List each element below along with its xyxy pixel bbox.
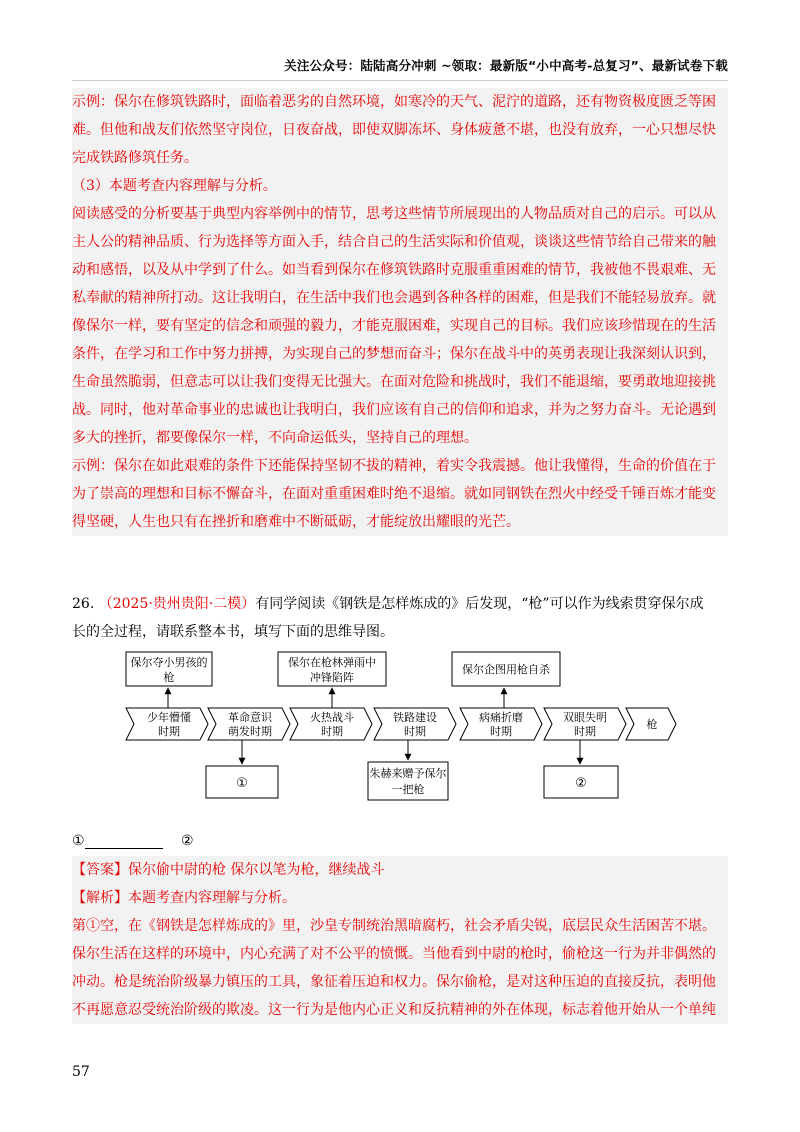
- text-line: 阅读感受的分析要基于典型内容举例中的情节，思考这些情节所展现出的人物品质对自己的启示。可以从: [72, 206, 716, 222]
- mindmap-blank-1: ①: [236, 776, 248, 791]
- mindmap-top-label: 冲锋陷阵: [310, 671, 354, 684]
- mindmap-stage-label: 少年懵懂: [147, 711, 191, 724]
- text-line: 难。但他和战友们依然坚守岗位，日夜奋战，即使双脚冻坏、身体疲惫不堪，也没有放弃，一心只想尽快: [72, 122, 716, 138]
- blank-1-line[interactable]: [85, 834, 163, 849]
- analysis-line: 保尔生活在这样的环境中，内心充满了对不公平的愤慨。当他看到中尉的枪时，偷枪这一行为并非偶然的: [72, 946, 716, 962]
- mindmap-stage-label: 革命意识: [228, 711, 272, 724]
- mindmap-stage-label: 时期: [321, 725, 343, 738]
- explanation-block: [72, 88, 728, 536]
- mindmap-stage-label: 铁路建设: [393, 711, 437, 724]
- header-divider: [72, 80, 728, 81]
- blank-label-2: ②: [181, 833, 194, 849]
- text-line: 条件，在学习和工作中努力拼搏，为实现自己的梦想而奋斗；保尔在战斗中的英勇表现让我深刻认识到，: [72, 346, 716, 362]
- analysis-line: 冲动。枪是统治阶级暴力镇压的工具，象征着压迫和权力。保尔偷枪，是对这种压迫的直接反抗，表明他: [72, 974, 716, 990]
- mindmap-top-label: 保尔夺小男孩的: [130, 656, 208, 669]
- mind-map: [124, 650, 680, 830]
- question-text: 有同学阅读《钢铁是怎样炼成的》后发现，“枪”可以作为线索贯穿保尔成: [255, 596, 704, 612]
- text-line: 多大的挫折，都要像保尔一样，不向命运低头，坚持自己的理想。: [72, 430, 478, 446]
- analysis-line: 不再愿意忍受统治阶级的欺凌。这一行为是他内心正义和反抗精神的外在体现，标志着他开始从一个单纯: [72, 1002, 716, 1018]
- mindmap-blank-2: ②: [575, 776, 587, 791]
- text-line: 生命虽然脆弱，但意志可以让我们变得无比强大。在面对危险和挑战时，我们不能退缩，要勇敢地迎接挑: [72, 374, 716, 390]
- text-line: 像保尔一样，要有坚定的信念和顽强的毅力，才能克服困难，实现自己的目标。我们应该珍惜现在的生活: [72, 318, 716, 334]
- mindmap-stage-label: 时期: [158, 725, 180, 738]
- text-line: 得坚硬，人生也只有在挫折和磨难中不断砥砺，才能绽放出耀眼的光芒。: [72, 514, 520, 530]
- text-line: 战。同时，他对革命事业的忠诚也让我明白，我们应该有自己的信仰和追求，并为之努力奋斗。无论遇到: [72, 402, 716, 418]
- analysis-line: 第①空，在《钢铁是怎样炼成的》里，沙皇专制统治黑暗腐朽，社会矛盾尖锐，底层民众生活困苦不堪。: [72, 918, 716, 934]
- text-line: 私奉献的精神所打动。这让我明白，在生活中我们也会遇到各种各样的困难，但是我们不能轻易放弃。就: [72, 290, 716, 306]
- text-line: 为了崇高的理想和目标不懈奋斗，在面对重重困难时绝不退缩。就如同钢铁在烈火中经受千锤百炼才能变: [72, 486, 716, 502]
- mindmap-stage-label: 枪: [646, 718, 658, 731]
- question-26: [72, 590, 728, 646]
- text-line: 示例：保尔在修筑铁路时，面临着恶劣的自然环境，如寒冷的天气、泥泞的道路，还有物资极度匮乏等困: [72, 94, 716, 110]
- mindmap-top-label: 枪: [163, 671, 175, 684]
- mindmap-stage-label: 时期: [574, 725, 596, 738]
- answer-line: 【答案】保尔偷中尉的枪 保尔以笔为枪，继续战斗: [72, 862, 385, 878]
- answer-blanks: [72, 828, 194, 854]
- question-source: （2025·贵州贵阳·二模）: [98, 596, 256, 612]
- blank-label-1: ①: [72, 833, 85, 849]
- text-line: 示例：保尔在如此艰难的条件下还能保持坚韧不拔的精神，着实令我震撼。他让我懂得，生命的价值在于: [72, 458, 716, 474]
- answer-block: [72, 856, 728, 1024]
- mindmap-stage-label: 双眼失明: [563, 711, 607, 724]
- mindmap-top-label: 保尔在枪林弹雨中: [288, 656, 376, 669]
- analysis-heading: 【解析】本题考查内容理解与分析。: [72, 890, 296, 906]
- text-line: （3）本题考查内容理解与分析。: [72, 178, 277, 194]
- mindmap-bottom-label: 一把枪: [391, 783, 425, 796]
- mindmap-bottom-label: 朱赫来赠予保尔: [369, 767, 447, 780]
- mindmap-stage-label: 时期: [490, 725, 512, 738]
- mindmap-top-label: 保尔企图用枪自杀: [462, 663, 550, 676]
- page-number: 57: [72, 1064, 90, 1080]
- text-line: 动和感悟，以及从中学到了什么。如当看到保尔在修筑铁路时克服重重困难的情节，我被他不畏艰难、无: [72, 262, 716, 278]
- mindmap-stage-label: 时期: [404, 725, 426, 738]
- text-line: 完成铁路修筑任务。: [72, 150, 198, 166]
- page-header: 关注公众号：陆陆高分冲刺 ~领取：最新版“小中高考-总复习”、最新试卷下载: [284, 58, 728, 73]
- question-number: 26.: [72, 596, 95, 612]
- question-text: 长的全过程，请联系整本书，填写下面的思维导图。: [72, 624, 394, 640]
- mindmap-stage-label: 火热战斗: [310, 711, 354, 724]
- text-line: 主人公的精神品质、行为选择等方面入手，结合自己的生活实际和价值观，谈谈这些情节给自己带来的触: [72, 234, 716, 250]
- mindmap-stage-label: 萌发时期: [228, 725, 272, 738]
- mindmap-stage-label: 病痛折磨: [479, 711, 523, 724]
